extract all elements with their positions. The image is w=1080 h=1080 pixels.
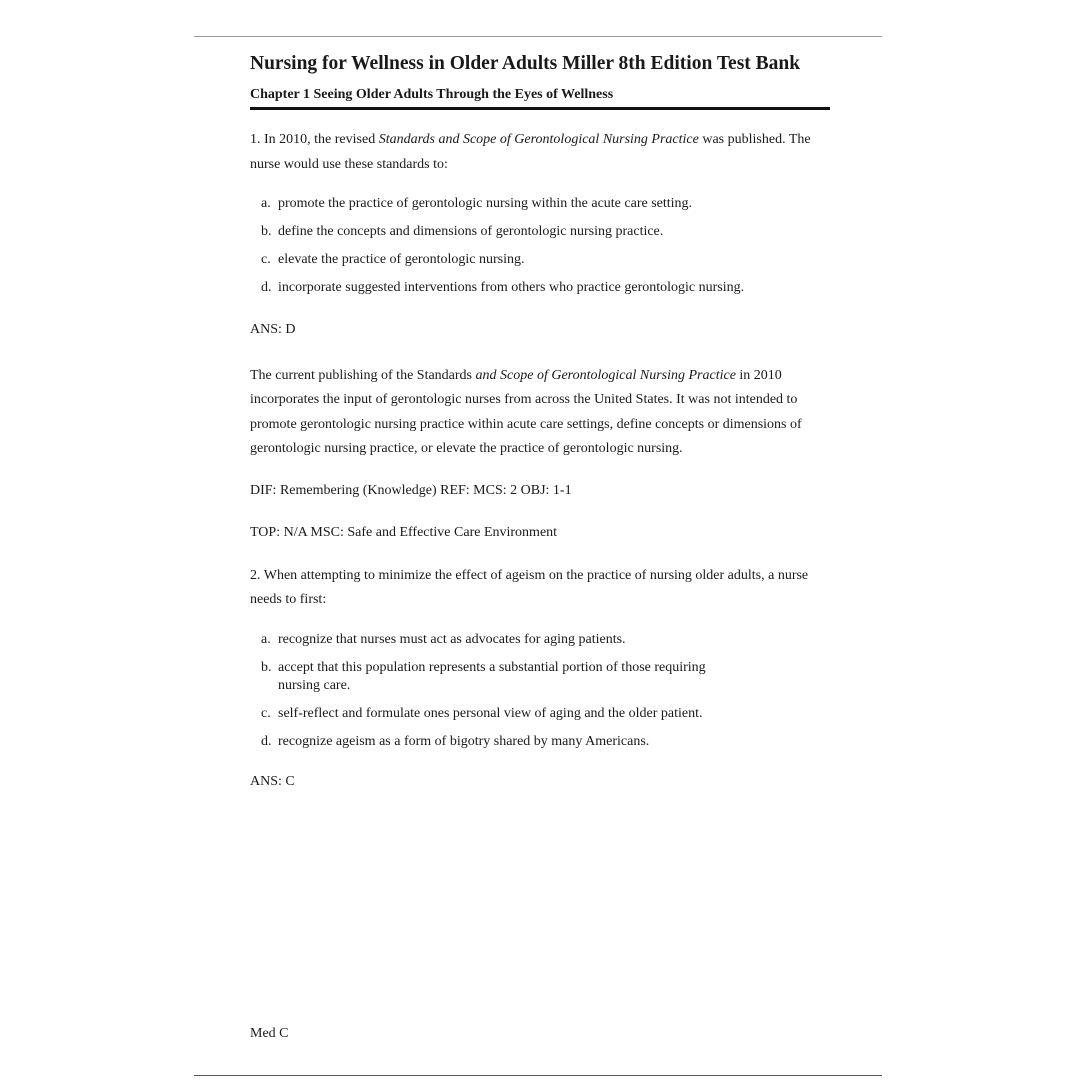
question-1-dif: DIF: Remembering (Knowledge) REF: MCS: 2 OBJ: 1-1 (250, 482, 572, 498)
option-text: elevate the practice of gerontologic nursing. (278, 252, 525, 267)
option-text: incorporate suggested interventions from others who practice gerontologic nursing. (278, 280, 745, 295)
question-2-stem: 2. When attempting to minimize the effect of ageism on the practice of nursing older adults, a nurse needs to first: (250, 567, 809, 607)
option-letter: d. (261, 280, 272, 295)
question-2-option-b (250, 659, 850, 695)
document-page (250, 50, 850, 794)
bottom-rule (194, 1075, 882, 1076)
question-1-stem (250, 128, 840, 177)
question-1-stem-pre: 1. In 2010, the revised (250, 132, 379, 147)
question-2-options (250, 631, 850, 751)
question-1-answer: ANS: D (250, 322, 296, 337)
chapter-title: Chapter 1 Seeing Older Adults Through the Eyes of Wellness (250, 85, 830, 110)
option-text: define the concepts and dimensions of gerontologic nursing practice. (278, 224, 664, 239)
rationale-post: in 2010 incorporates the input of gerontologic nurses from across the United States. It was not intended to promote gerontologic nursing practice within acute care settings, define concepts or dimensions of gerontologic nursing practice, or elevate the practice of gerontologic nursing. (250, 367, 802, 456)
option-letter: b. (261, 224, 272, 239)
question-1-option-a (250, 195, 850, 213)
option-letter: d. (261, 733, 272, 749)
option-letter: b. (261, 659, 272, 675)
option-letter: c. (261, 705, 271, 721)
question-2-option-d (250, 733, 850, 751)
option-letter: c. (261, 252, 271, 267)
question-1-rationale (250, 364, 840, 462)
question-2-answer: ANS: C (250, 773, 295, 789)
option-letter: a. (261, 631, 271, 647)
question-1-stem-italic: Standards and Scope of Gerontological Nursing Practice (378, 132, 699, 147)
question-2-option-a (250, 631, 850, 649)
rationale-pre: The current publishing of the Standards (250, 367, 476, 383)
rationale-italic: and Scope of Gerontological Nursing Practice (475, 367, 736, 383)
question-1-options (250, 195, 850, 297)
top-rule (194, 36, 882, 37)
question-2-option-c (250, 705, 850, 723)
option-letter: a. (261, 196, 271, 211)
question-1-top: TOP: N/A MSC: Safe and Effective Care Environment (250, 525, 558, 540)
document-title: Nursing for Wellness in Older Adults Miller 8th Edition Test Bank (250, 53, 801, 74)
option-text: recognize that nurses must act as advocates for aging patients. (278, 631, 626, 647)
question-1-option-d (250, 279, 850, 297)
option-text: self-reflect and formulate ones personal view of aging and the older patient. (278, 705, 703, 721)
question-1-option-b (250, 223, 850, 241)
option-text: recognize ageism as a form of bigotry shared by many Americans. (278, 733, 650, 749)
question-1-stem-post: was published. The nurse would use these standards to: (250, 132, 811, 172)
option-text: promote the practice of gerontologic nursing within the acute care setting. (278, 196, 693, 211)
footer-text: Med C (250, 1026, 289, 1041)
question-1-option-c (250, 251, 850, 269)
option-text: accept that this population represents a substantial portion of those requiring nursing care. (278, 659, 706, 693)
